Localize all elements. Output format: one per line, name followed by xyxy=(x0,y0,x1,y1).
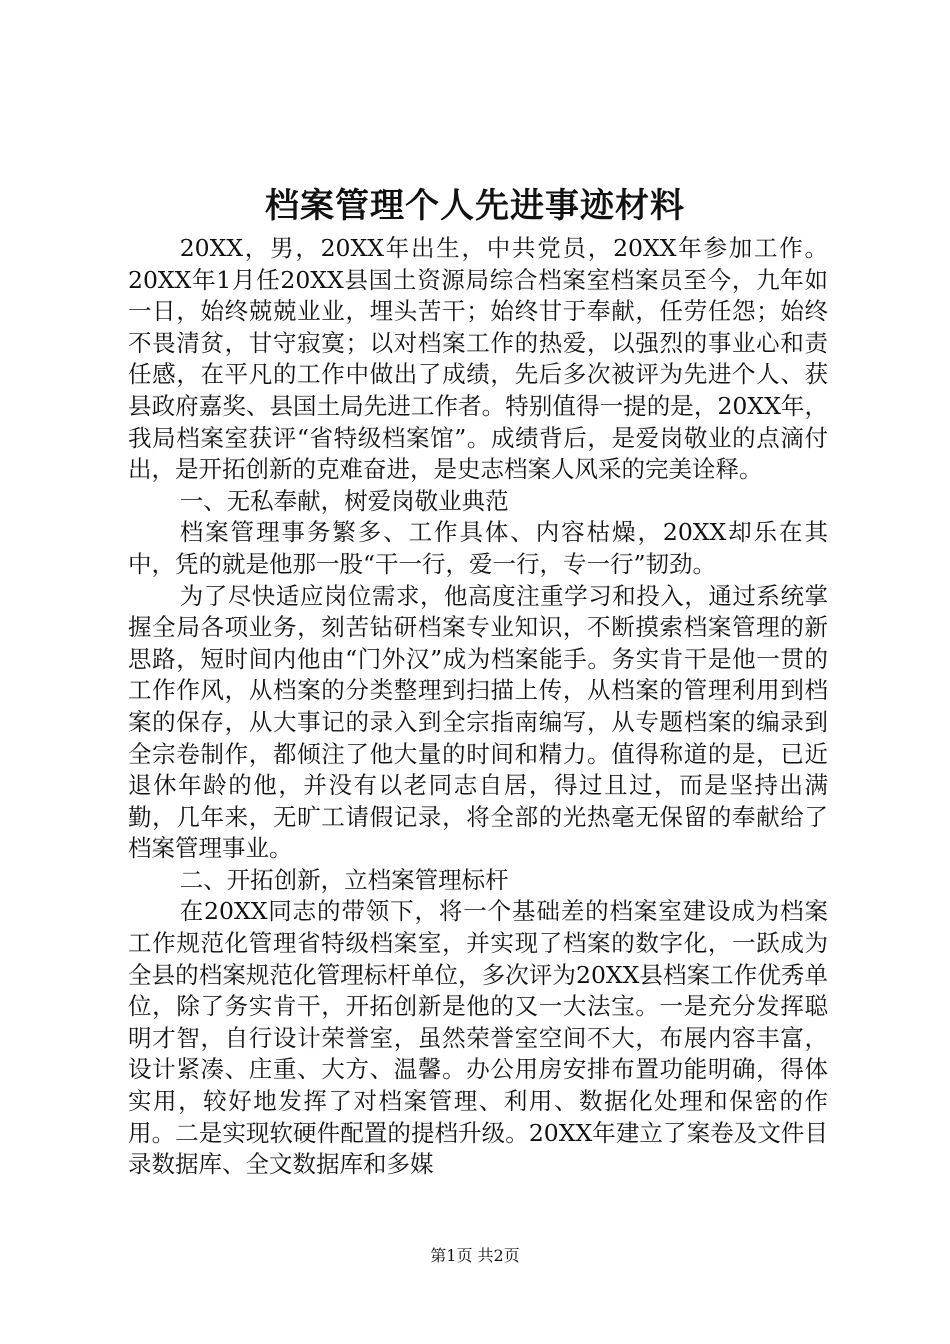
document-title: 档案管理个人先进事迹材料 xyxy=(265,186,685,226)
paragraph-intro: 20XX，男，20XX年出生，中共党员，20XX年参加工作。20XX年1月任20XX县国土资源局综合档案室档案员至今，九年如一日，始终兢兢业业，埋头苦干；始终甘于奉献，任劳任怨；始终不畏清贫，甘守寂寞；以对档案工作的热爱，以强烈的事业心和责任感，在平凡的工作中做出了成绩，先后多次被评为先进个人、获县政府嘉奖、县国土局先进工作者。特别值得一提的是，20XX年，我局档案室获评“省特级档案馆”。成绩背后，是爱岗敬业的点滴付出，是开拓创新的克难奋进，是史志档案人风采的完美诠释。 xyxy=(128,234,828,484)
paragraph-section1-b: 为了尽快适应岗位需求，他高度注重学习和投入，通过系统掌握全局各项业务，刻苦钻研档案专业知识，不断摸索档案管理的新思路，短时间内他由“门外汉”成为档案能手。务实肯干是他一贯的工作作风，从档案的分类整理到扫描上传，从档案的管理利用到档案的保存，从大事记的录入到全宗指南编写，从专题档案的编录到全宗卷制作，都倾注了他大量的时间和精力。值得称道的是，已近退休年龄的他，并没有以老同志自居，得过且过，而是坚持出满勤，几年来，无旷工请假记录，将全部的光热毫无保留的奉献给了档案管理事业。 xyxy=(128,581,828,863)
paragraph-section1-a: 档案管理事务繁多、工作具体、内容枯燥，20XX却乐在其中，凭的就是他那一股“干一行，爱一行，专一行”韧劲。 xyxy=(128,518,828,578)
section-heading-1: 一、无私奉献，树爱岗敬业典范 xyxy=(179,486,509,515)
section-heading-2: 二、开拓创新，立档案管理标杆 xyxy=(179,865,509,894)
paragraph-section2-a: 在20XX同志的带领下，将一个基础差的档案室建设成为档案工作规范化管理省特级档案室，并实现了档案的数字化，一跃成为全县的档案规范化管理标杆单位，多次评为20XX县档案工作优秀单位，除了务实肯干，开拓创新是他的又一大法宝。一是充分发挥聪明才智，自行设计荣誉室，虽然荣誉室空间不大，布展内容丰富，设计紧凑、庄重、大方、温馨。办公用房安排布置功能明确，得体实用，较好地发挥了对档案管理、利用、数据化处理和保密的作用。二是实现软硬件配置的提档升级。20XX年建立了案卷及文件目录数据库、全文数据库和多媒 xyxy=(128,897,828,1179)
page-footer: 第1页 共2页 xyxy=(430,1246,520,1265)
document-body xyxy=(128,233,828,1181)
